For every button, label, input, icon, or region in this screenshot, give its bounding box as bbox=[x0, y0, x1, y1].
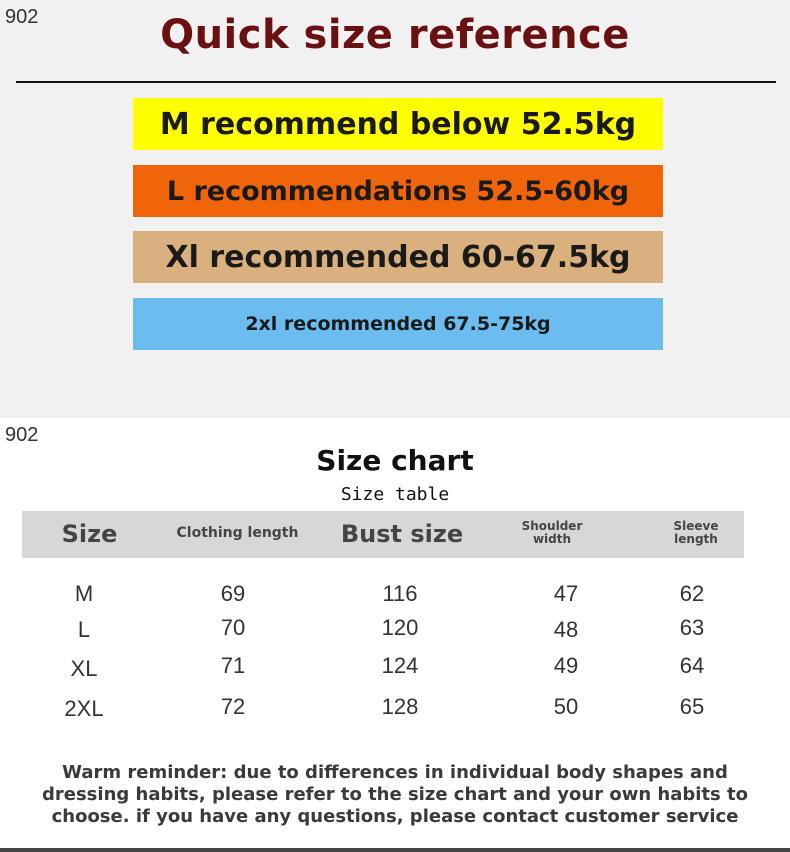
cell-bust-size: 120 bbox=[381, 615, 419, 640]
band-size-xl bbox=[133, 231, 663, 283]
cell-bust-size: 128 bbox=[381, 694, 419, 719]
cell-sleeve-length: 63 bbox=[679, 615, 705, 640]
cell-sleeve-length: 64 bbox=[679, 653, 705, 678]
cell-bust-size: 116 bbox=[382, 581, 418, 606]
cell-clothing-length: 71 bbox=[220, 653, 246, 678]
title-divider bbox=[16, 81, 776, 83]
warm-reminder-note: Warm reminder: due to differences in individual body shapes and dressing habits, please refer to the size chart and your own habits to choose. if you have any questions, please contact customer service bbox=[42, 762, 748, 827]
band-label: L recommendations 52.5-60kg bbox=[166, 175, 630, 207]
cell-size: L bbox=[77, 617, 91, 642]
header-shoulder-width: Shoulder width bbox=[521, 519, 583, 546]
header-clothing-length: Clothing length bbox=[176, 525, 299, 541]
cell-shoulder-width: 47 bbox=[553, 581, 579, 606]
cell-shoulder-width: 49 bbox=[553, 653, 579, 678]
product-code: 902 bbox=[5, 6, 39, 28]
band-label: 2xl recommended 67.5-75kg bbox=[245, 313, 551, 335]
cell-clothing-length: 70 bbox=[220, 615, 246, 640]
cell-shoulder-width: 48 bbox=[553, 617, 579, 642]
band-label: Xl recommended 60-67.5kg bbox=[165, 239, 631, 275]
band-size-m bbox=[133, 98, 663, 150]
cell-shoulder-width: 50 bbox=[553, 694, 579, 719]
band-size-2xl bbox=[133, 298, 663, 350]
cell-bust-size: 124 bbox=[381, 653, 419, 678]
cell-clothing-length: 69 bbox=[220, 581, 246, 606]
table-header bbox=[22, 511, 744, 558]
header-size: Size bbox=[61, 520, 118, 548]
cell-size: XL bbox=[70, 656, 98, 681]
quick-reference-title: Quick size reference bbox=[160, 12, 630, 58]
band-label: M recommend below 52.5kg bbox=[159, 106, 637, 142]
cell-sleeve-length: 65 bbox=[679, 694, 705, 719]
header-sleeve-length: Sleeve length bbox=[673, 519, 719, 546]
header-bust-size: Bust size bbox=[340, 520, 464, 548]
product-code-2: 902 bbox=[5, 424, 39, 446]
band-size-l bbox=[133, 165, 663, 217]
cell-size: 2XL bbox=[64, 696, 104, 721]
size-chart-title: Size chart bbox=[316, 444, 474, 477]
size-chart-subtitle: Size table bbox=[340, 484, 450, 505]
quick-reference-panel bbox=[0, 0, 790, 418]
cell-clothing-length: 72 bbox=[220, 694, 246, 719]
cell-size: M bbox=[74, 581, 94, 606]
cell-sleeve-length: 62 bbox=[679, 581, 705, 606]
bottom-edge bbox=[0, 848, 790, 852]
